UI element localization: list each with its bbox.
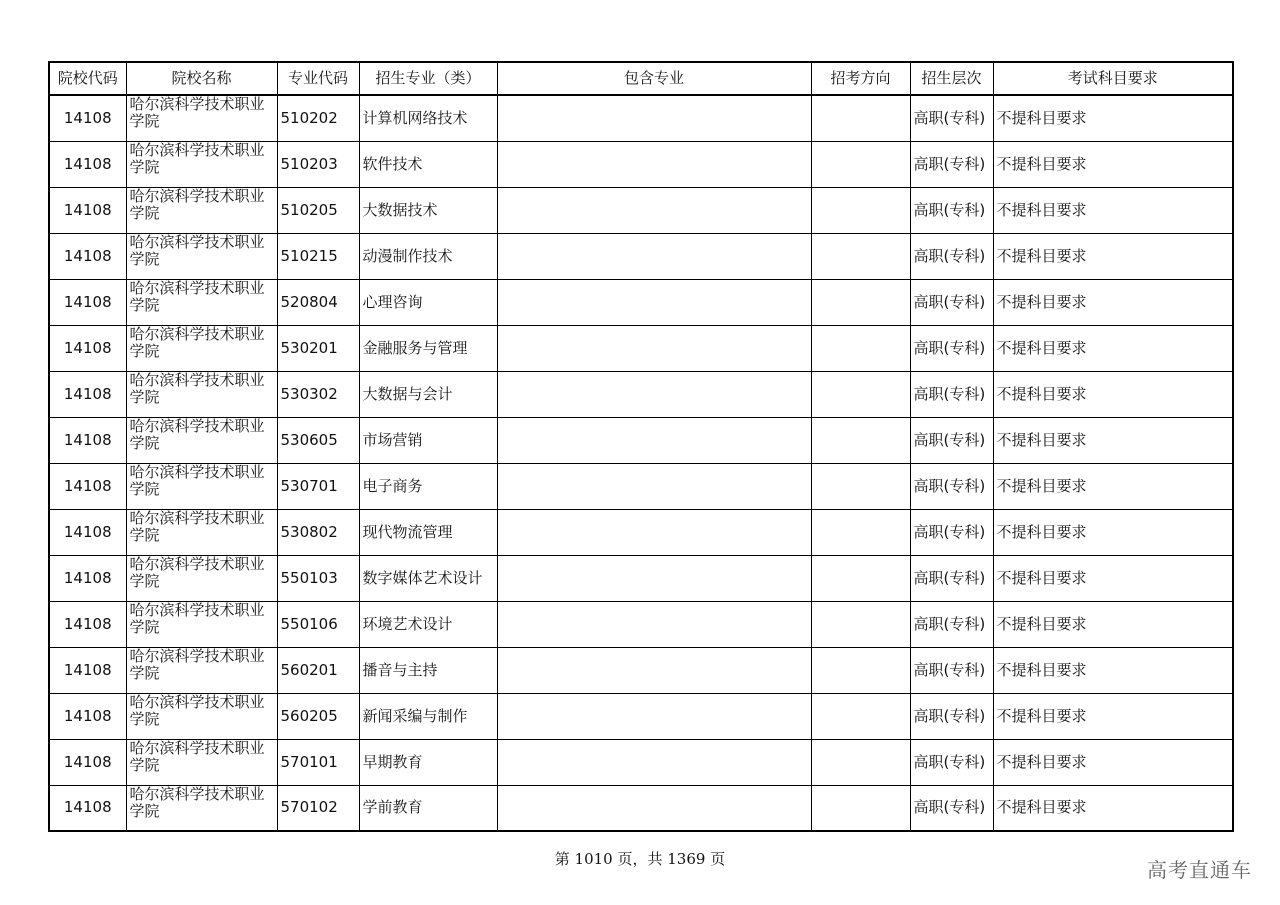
cell-major: 新闻采编与制作 — [359, 693, 497, 739]
cell-school-code: 14108 — [49, 739, 126, 785]
cell-school-code: 14108 — [49, 693, 126, 739]
cell-included-majors — [497, 647, 811, 693]
cell-school-code: 14108 — [49, 279, 126, 325]
cell-school-name: 哈尔滨科学技术职业学院 — [126, 187, 277, 233]
cell-included-majors — [497, 141, 811, 187]
header-school-name: 院校名称 — [126, 62, 277, 95]
cell-major: 播音与主持 — [359, 647, 497, 693]
cell-school-name: 哈尔滨科学技术职业学院 — [126, 739, 277, 785]
table-row — [49, 279, 1233, 325]
cell-direction — [811, 785, 910, 831]
cell-major: 市场营销 — [359, 417, 497, 463]
cell-included-majors — [497, 233, 811, 279]
cell-requirement: 不提科目要求 — [993, 739, 1233, 785]
cell-school-name: 哈尔滨科学技术职业学院 — [126, 371, 277, 417]
cell-requirement: 不提科目要求 — [993, 371, 1233, 417]
cell-major: 现代物流管理 — [359, 509, 497, 555]
cell-included-majors — [497, 463, 811, 509]
cell-major-code: 530701 — [277, 463, 359, 509]
header-included-majors: 包含专业 — [497, 62, 811, 95]
cell-requirement: 不提科目要求 — [993, 601, 1233, 647]
cell-school-code: 14108 — [49, 417, 126, 463]
cell-school-code: 14108 — [49, 601, 126, 647]
cell-direction — [811, 187, 910, 233]
cell-school-name: 哈尔滨科学技术职业学院 — [126, 417, 277, 463]
cell-direction — [811, 233, 910, 279]
header-school-code: 院校代码 — [49, 62, 126, 95]
cell-level: 高职(专科) — [910, 141, 993, 187]
cell-major-code: 530802 — [277, 509, 359, 555]
cell-included-majors — [497, 279, 811, 325]
cell-major-code: 510202 — [277, 95, 359, 141]
cell-school-code: 14108 — [49, 463, 126, 509]
cell-direction — [811, 279, 910, 325]
cell-level: 高职(专科) — [910, 187, 993, 233]
cell-requirement: 不提科目要求 — [993, 141, 1233, 187]
header-level: 招生层次 — [910, 62, 993, 95]
cell-school-name: 哈尔滨科学技术职业学院 — [126, 95, 277, 141]
cell-included-majors — [497, 95, 811, 141]
cell-included-majors — [497, 371, 811, 417]
cell-major: 大数据与会计 — [359, 371, 497, 417]
table-row — [49, 233, 1233, 279]
table-row — [49, 187, 1233, 233]
cell-level: 高职(专科) — [910, 279, 993, 325]
cell-school-name: 哈尔滨科学技术职业学院 — [126, 233, 277, 279]
cell-major: 软件技术 — [359, 141, 497, 187]
cell-requirement: 不提科目要求 — [993, 187, 1233, 233]
cell-direction — [811, 463, 910, 509]
cell-included-majors — [497, 187, 811, 233]
cell-school-code: 14108 — [49, 509, 126, 555]
cell-major: 学前教育 — [359, 785, 497, 831]
cell-major-code: 510205 — [277, 187, 359, 233]
cell-school-name: 哈尔滨科学技术职业学院 — [126, 141, 277, 187]
cell-major: 计算机网络技术 — [359, 95, 497, 141]
cell-requirement: 不提科目要求 — [993, 509, 1233, 555]
cell-school-name: 哈尔滨科学技术职业学院 — [126, 279, 277, 325]
cell-included-majors — [497, 601, 811, 647]
cell-school-name: 哈尔滨科学技术职业学院 — [126, 463, 277, 509]
table-row — [49, 509, 1233, 555]
cell-major-code: 530302 — [277, 371, 359, 417]
cell-level: 高职(专科) — [910, 233, 993, 279]
table-row — [49, 463, 1233, 509]
cell-requirement: 不提科目要求 — [993, 785, 1233, 831]
cell-level: 高职(专科) — [910, 371, 993, 417]
cell-direction — [811, 95, 910, 141]
watermark: 高考直通车 — [1147, 858, 1252, 882]
cell-requirement: 不提科目要求 — [993, 693, 1233, 739]
cell-direction — [811, 141, 910, 187]
cell-direction — [811, 555, 910, 601]
table-row — [49, 785, 1233, 831]
cell-level: 高职(专科) — [910, 647, 993, 693]
cell-level: 高职(专科) — [910, 693, 993, 739]
table-row — [49, 141, 1233, 187]
table-row — [49, 325, 1233, 371]
table-row — [49, 95, 1233, 141]
cell-major-code: 560201 — [277, 647, 359, 693]
cell-included-majors — [497, 325, 811, 371]
table-row — [49, 601, 1233, 647]
cell-requirement: 不提科目要求 — [993, 417, 1233, 463]
cell-direction — [811, 601, 910, 647]
cell-level: 高职(专科) — [910, 95, 993, 141]
cell-major-code: 570101 — [277, 739, 359, 785]
cell-requirement: 不提科目要求 — [993, 463, 1233, 509]
cell-level: 高职(专科) — [910, 739, 993, 785]
cell-direction — [811, 739, 910, 785]
cell-major: 金融服务与管理 — [359, 325, 497, 371]
cell-school-name: 哈尔滨科学技术职业学院 — [126, 555, 277, 601]
cell-major-code: 510203 — [277, 141, 359, 187]
cell-school-code: 14108 — [49, 555, 126, 601]
cell-requirement: 不提科目要求 — [993, 555, 1233, 601]
cell-school-code: 14108 — [49, 325, 126, 371]
header-major: 招生专业（类） — [359, 62, 497, 95]
cell-level: 高职(专科) — [910, 325, 993, 371]
cell-major-code: 530605 — [277, 417, 359, 463]
cell-major: 环境艺术设计 — [359, 601, 497, 647]
cell-direction — [811, 693, 910, 739]
cell-level: 高职(专科) — [910, 785, 993, 831]
cell-major-code: 530201 — [277, 325, 359, 371]
cell-requirement: 不提科目要求 — [993, 325, 1233, 371]
cell-school-code: 14108 — [49, 233, 126, 279]
cell-school-code: 14108 — [49, 141, 126, 187]
cell-requirement: 不提科目要求 — [993, 95, 1233, 141]
table-row — [49, 647, 1233, 693]
cell-major: 电子商务 — [359, 463, 497, 509]
cell-requirement: 不提科目要求 — [993, 279, 1233, 325]
cell-requirement: 不提科目要求 — [993, 233, 1233, 279]
admissions-table — [48, 61, 1234, 832]
cell-included-majors — [497, 693, 811, 739]
cell-school-code: 14108 — [49, 95, 126, 141]
cell-major: 早期教育 — [359, 739, 497, 785]
cell-level: 高职(专科) — [910, 509, 993, 555]
cell-school-code: 14108 — [49, 187, 126, 233]
cell-school-code: 14108 — [49, 647, 126, 693]
cell-major-code: 550106 — [277, 601, 359, 647]
cell-school-name: 哈尔滨科学技术职业学院 — [126, 509, 277, 555]
cell-direction — [811, 647, 910, 693]
cell-major-code: 550103 — [277, 555, 359, 601]
cell-major-code: 570102 — [277, 785, 359, 831]
table-body — [49, 95, 1233, 831]
cell-school-name: 哈尔滨科学技术职业学院 — [126, 601, 277, 647]
cell-major: 动漫制作技术 — [359, 233, 497, 279]
header-major-code: 专业代码 — [277, 62, 359, 95]
cell-direction — [811, 325, 910, 371]
cell-level: 高职(专科) — [910, 463, 993, 509]
cell-school-code: 14108 — [49, 371, 126, 417]
cell-school-code: 14108 — [49, 785, 126, 831]
cell-included-majors — [497, 785, 811, 831]
table-row — [49, 693, 1233, 739]
cell-major: 大数据技术 — [359, 187, 497, 233]
cell-included-majors — [497, 417, 811, 463]
cell-major-code: 520804 — [277, 279, 359, 325]
cell-major: 数字媒体艺术设计 — [359, 555, 497, 601]
cell-school-name: 哈尔滨科学技术职业学院 — [126, 325, 277, 371]
cell-level: 高职(专科) — [910, 417, 993, 463]
cell-school-name: 哈尔滨科学技术职业学院 — [126, 785, 277, 831]
cell-included-majors — [497, 509, 811, 555]
cell-included-majors — [497, 555, 811, 601]
cell-included-majors — [497, 739, 811, 785]
cell-school-name: 哈尔滨科学技术职业学院 — [126, 647, 277, 693]
table-row — [49, 555, 1233, 601]
cell-school-name: 哈尔滨科学技术职业学院 — [126, 693, 277, 739]
cell-major-code: 510215 — [277, 233, 359, 279]
cell-major-code: 560205 — [277, 693, 359, 739]
cell-level: 高职(专科) — [910, 601, 993, 647]
header-requirement: 考试科目要求 — [993, 62, 1233, 95]
header-direction: 招考方向 — [811, 62, 910, 95]
cell-direction — [811, 417, 910, 463]
cell-direction — [811, 509, 910, 555]
cell-direction — [811, 371, 910, 417]
table-header-row — [49, 62, 1233, 95]
table-row — [49, 371, 1233, 417]
cell-requirement: 不提科目要求 — [993, 647, 1233, 693]
cell-level: 高职(专科) — [910, 555, 993, 601]
page-number: 第 1010 页，共 1369 页 — [554, 850, 726, 868]
cell-major: 心理咨询 — [359, 279, 497, 325]
table-row — [49, 417, 1233, 463]
table-row — [49, 739, 1233, 785]
